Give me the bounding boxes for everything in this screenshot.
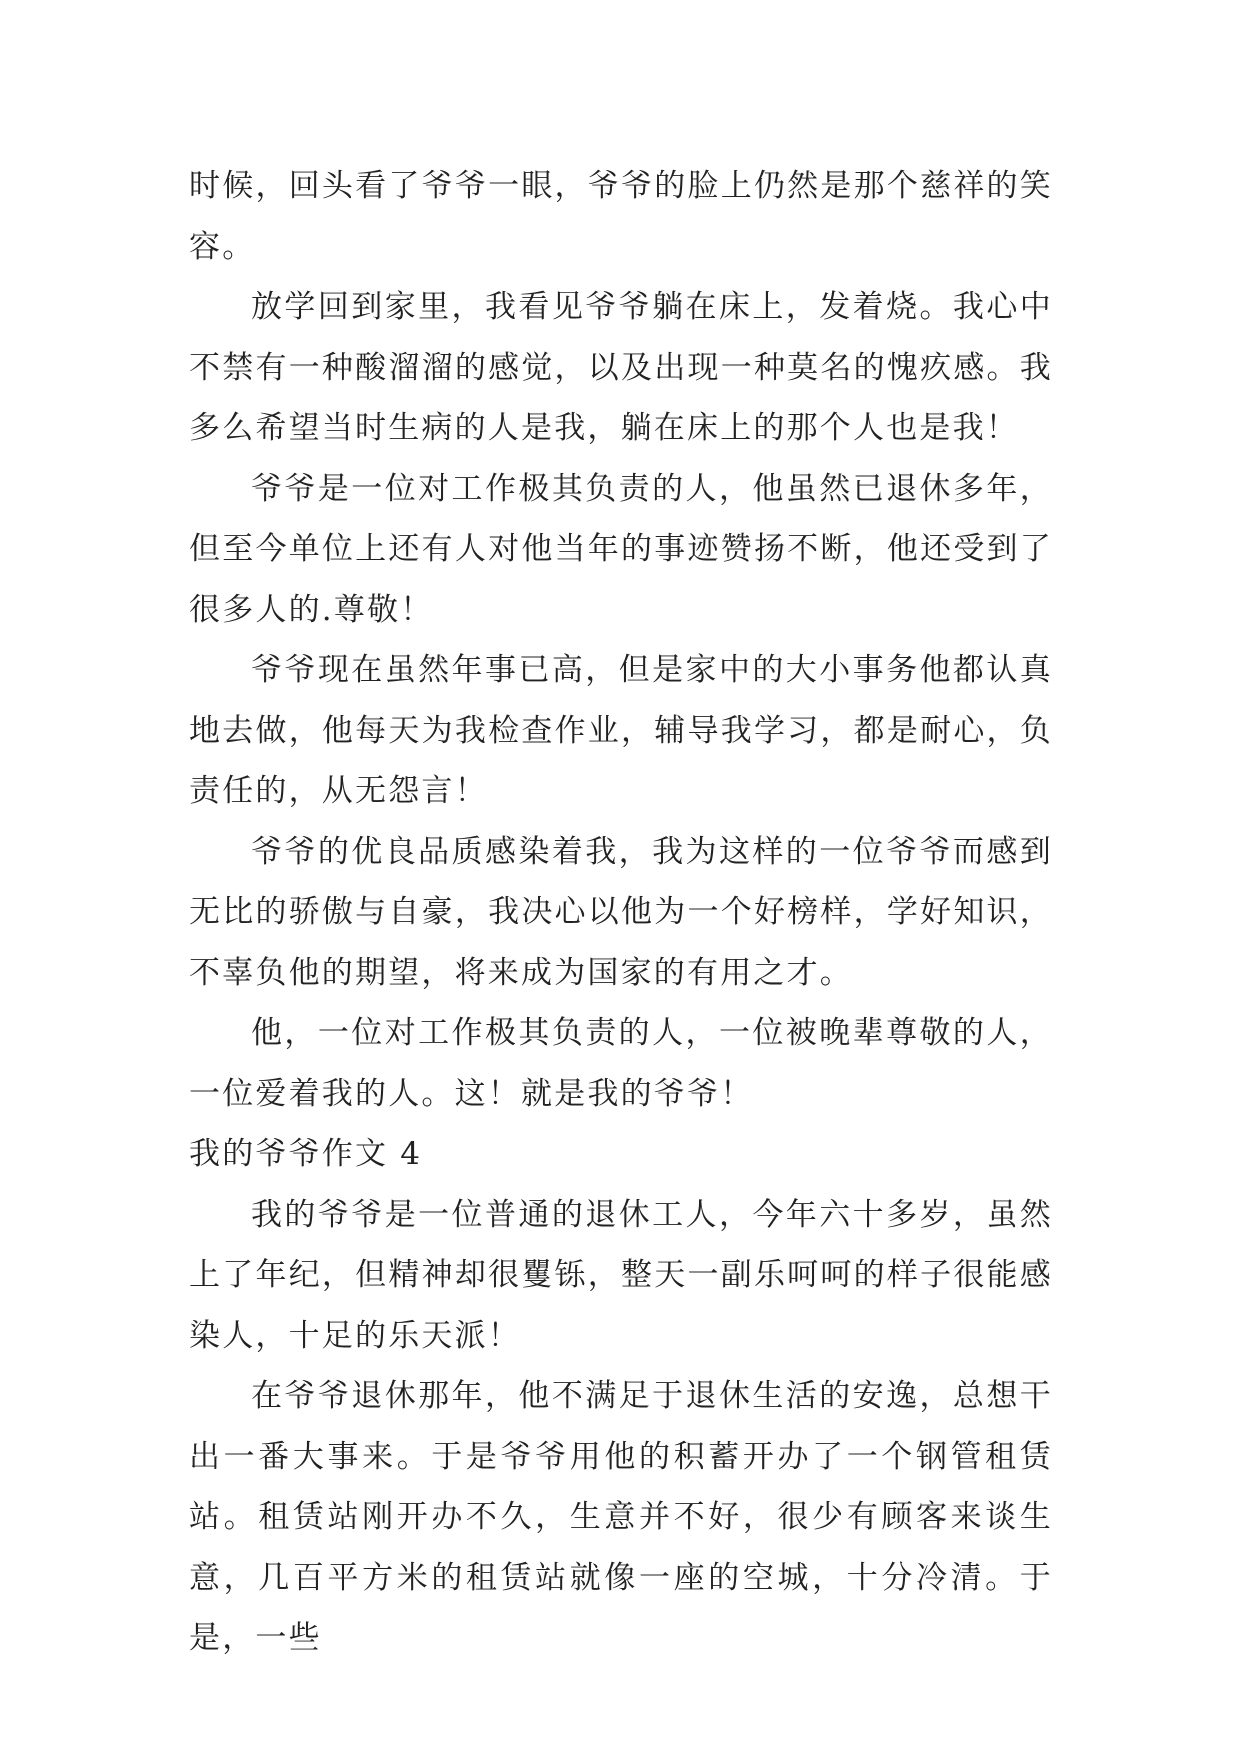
paragraph-7: 我的爷爷是一位普通的退休工人，今年六十多岁，虽然上了年纪，但精神却很矍铄，整天一副乐呵呵的样子很能感染人，十足的乐天派！	[189, 1196, 1053, 1354]
paragraph-1: 时候，回头看了爷爷一眼，爷爷的脸上仍然是那个慈祥的笑容。	[189, 168, 1053, 265]
paragraph-5: 爷爷的优良品质感染着我，我为这样的一位爷爷而感到无比的骄傲与自豪，我决心以他为一个好榜样，学好知识，不辜负他的期望，将来成为国家的有用之才。	[189, 833, 1053, 991]
paragraph-8: 在爷爷退休那年，他不满足于退休生活的安逸，总想干出一番大事来。于是爷爷用他的积蓄开办了一个钢管租赁站。租赁站刚开办不久，生意并不好，很少有顾客来谈生意，几百平方米的租赁站就像一座的空城，十分冷清。于是，一些	[189, 1378, 1053, 1656]
document-body	[189, 156, 1053, 1669]
paragraph-3: 爷爷是一位对工作极其负责的人，他虽然已退休多年，但至今单位上还有人对他当年的事迹赞扬不断，他还受到了很多人的.尊敬！	[189, 470, 1053, 628]
paragraph-4: 爷爷现在虽然年事已高，但是家中的大小事务他都认真地去做，他每天为我检查作业，辅导我学习，都是耐心，负责任的，从无怨言！	[189, 652, 1053, 809]
paragraph-2: 放学回到家里，我看见爷爷躺在床上，发着烧。我心中不禁有一种酸溜溜的感觉，以及出现一种莫名的愧疚感。我多么希望当时生病的人是我，躺在床上的那个人也是我！	[189, 289, 1053, 446]
paragraph-6: 他，一位对工作极其负责的人，一位被晚辈尊敬的人，一位爱着我的人。这！就是我的爷爷！	[189, 1015, 1053, 1112]
section-heading: 我的爷爷作文 4	[189, 1136, 423, 1172]
